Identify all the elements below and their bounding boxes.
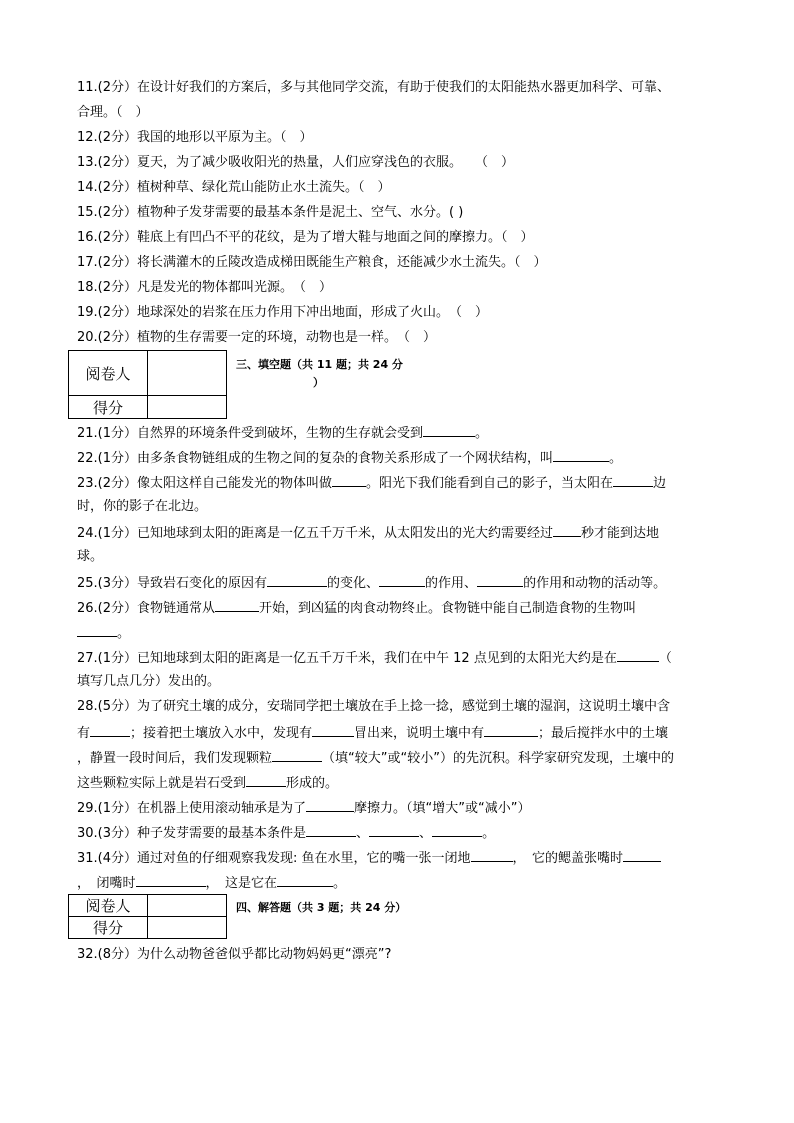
- q25-text-3: 的作用、: [425, 576, 478, 591]
- answer-blank[interactable]: [136, 872, 206, 887]
- q26-text: 26.(2分）食物链通常从: [77, 601, 216, 616]
- q28-text-c: ；接着把土壤放入水中，发现有: [130, 726, 313, 741]
- grader-box: [68, 350, 227, 419]
- q21-end: 。: [475, 426, 489, 441]
- question-16: 16.(2分）鞋底上有凹凸不平的花纹，是为了增大鞋与地面之间的摩擦力。（ ）: [77, 230, 534, 245]
- q31-text-4: ， 这是它在: [205, 876, 278, 891]
- grader-reader-field[interactable]: [148, 895, 227, 917]
- q30-sep-2: 、: [419, 826, 433, 841]
- question-26-line2: [77, 622, 130, 644]
- q27-text-2: （: [658, 651, 672, 666]
- q31-text: 31.(4分）通过对鱼的仔细观察我发现: 鱼在水里，它的嘴一张一闭地: [77, 851, 471, 866]
- grader-score-field[interactable]: [148, 917, 227, 939]
- q23-text-2: 。阳光下我们能看到自己的影子，当太阳在: [366, 476, 614, 491]
- answer-blank[interactable]: [617, 647, 659, 662]
- section-4-title: 四、解答题（共 3 题；共 24 分）: [236, 901, 407, 914]
- q28-text-h: 这些颗粒实际上就是岩石受到: [77, 776, 247, 791]
- q26-end: 。: [117, 626, 131, 641]
- answer-blank[interactable]: [312, 722, 354, 737]
- answer-blank[interactable]: [471, 847, 513, 862]
- question-11-line2: 合理。（ ）: [77, 105, 149, 120]
- answer-blank[interactable]: [553, 522, 581, 537]
- answer-blank[interactable]: [369, 822, 419, 837]
- q28-text-b: 有: [77, 726, 91, 741]
- question-24-line2: 球。: [77, 549, 104, 564]
- question-28-line3: [77, 747, 674, 769]
- q28-text-e: ；最后搅拌水中的土壤: [538, 726, 669, 741]
- question-18: 18.(2分）凡是发光的物体都叫光源。 （ ）: [77, 280, 333, 295]
- question-21: [77, 422, 488, 444]
- answer-blank[interactable]: [477, 572, 523, 587]
- question-22: [77, 447, 622, 469]
- question-24-line1: [77, 522, 659, 544]
- q31-text-2: ， 它的鳃盖张嘴时: [512, 851, 624, 866]
- question-20: 20.(2分）植物的生存需要一定的环境，动物也是一样。 （ ）: [77, 330, 437, 345]
- answer-blank[interactable]: [423, 422, 475, 437]
- answer-blank[interactable]: [553, 447, 609, 462]
- q31-end: 。: [333, 876, 347, 891]
- grader-score-field[interactable]: [148, 396, 227, 419]
- q29-text: 29.(1分）在机器上使用滚动轴承是为了: [77, 801, 307, 816]
- q28-text-d: 冒出来，说明土壤中有: [354, 726, 485, 741]
- question-29: [77, 797, 530, 819]
- section-3-title-end: ）: [313, 376, 324, 389]
- question-17: 17.(2分）将长满灌木的丘陵改造成梯田既能生产粮食，还能减少水土流失。（ ）: [77, 255, 547, 270]
- question-13: 13.(2分）夏天，为了减少吸收阳光的热量，人们应穿浅色的衣服。 （ ）: [77, 155, 515, 170]
- question-23-line1: [77, 472, 666, 494]
- question-11-line1: 11.(2分）在设计好我们的方案后，多与其他同学交流，有助于使我们的太阳能热水器更加科学、可靠、: [77, 80, 671, 95]
- q24-text: 24.(1分）已知地球到太阳的距离是一亿五千万千米，从太阳发出的光大约需要经过: [77, 526, 554, 541]
- question-26-line1: [77, 597, 636, 619]
- answer-blank[interactable]: [77, 622, 117, 637]
- answer-blank[interactable]: [306, 797, 354, 812]
- question-27-line2: 填写几点几分）发出的。: [77, 674, 221, 689]
- question-28-line2: [77, 722, 668, 744]
- q25-text: 25.(3分）导致岩石变化的原因有: [77, 576, 268, 591]
- question-23-line2: 时，你的影子在北边。: [77, 499, 208, 514]
- question-28-line4: [77, 772, 338, 794]
- answer-blank[interactable]: [277, 872, 333, 887]
- q31-text-3: ， 闭嘴时: [77, 876, 136, 891]
- question-31-line1: [77, 847, 661, 869]
- q27-text: 27.(1分）已知地球到太阳的距离是一亿五千万千米，我们在中午 12 点见到的太阳光大约是在: [77, 651, 617, 666]
- answer-blank[interactable]: [379, 572, 425, 587]
- question-15: 15.(2分）植物种子发芽需要的最基本条件是泥土、空气、水分。( ): [77, 205, 464, 220]
- question-19: 19.(2分）地球深处的岩浆在压力作用下冲出地面，形成了火山。 （ ）: [77, 305, 489, 320]
- question-27-line1: [77, 647, 672, 669]
- q28-text-g: （填“较大”或“较小”）的先沉积。科学家研究发现，土壤中的: [322, 751, 674, 766]
- q28-text-i: 形成的。: [286, 776, 339, 791]
- question-31-line2: [77, 872, 346, 894]
- answer-blank[interactable]: [432, 822, 482, 837]
- q22-text: 22.(1分）由多条食物链组成的生物之间的复杂的食物关系形成了一个网状结构，叫: [77, 451, 554, 466]
- q29-text-2: 摩擦力。（填“增大”或“减小”）: [354, 801, 531, 816]
- answer-blank[interactable]: [332, 472, 366, 487]
- q23-text: 23.(2分）像太阳这样自己能发光的物体叫做: [77, 476, 333, 491]
- question-28-line1: 28.(5分）为了研究土壤的成分，安瑞同学把土壤放在手上捻一捻，感觉到土壤的湿润，这说明土壤中含: [77, 699, 671, 714]
- grader-box: [68, 894, 227, 939]
- grader-score-label: 得分: [69, 396, 148, 419]
- q24-text-2: 秒才能到达地: [581, 526, 660, 541]
- answer-blank[interactable]: [272, 747, 322, 762]
- q30-sep-1: 、: [356, 826, 370, 841]
- section-3-title: 三、填空题（共 11 题；共 24 分: [236, 358, 403, 371]
- answer-blank[interactable]: [613, 472, 653, 487]
- q25-text-4: 的作用和动物的活动等。: [523, 576, 667, 591]
- q28-text-f: ，静置一段时间后，我们发现颗粒: [77, 751, 273, 766]
- question-14: 14.(2分）植树种草、绿化荒山能防止水土流失。（ ）: [77, 180, 391, 195]
- grader-reader-label: 阅卷人: [69, 895, 148, 917]
- q26-text-2: 开始，到凶猛的肉食动物终止。食物链中能自己制造食物的生物叫: [259, 601, 637, 616]
- answer-blank[interactable]: [90, 722, 130, 737]
- q21-text: 21.(1分）自然界的环境条件受到破坏，生物的生存就会受到: [77, 426, 424, 441]
- question-12: 12.(2分）我国的地形以平原为主。（ ）: [77, 130, 313, 145]
- answer-blank[interactable]: [306, 822, 356, 837]
- q23-text-3: 边: [653, 476, 667, 491]
- q30-text: 30.(3分）种子发芽需要的最基本条件是: [77, 826, 307, 841]
- q30-end: 。: [482, 826, 496, 841]
- q25-text-2: 的变化、: [327, 576, 380, 591]
- question-32: 32.(8分）为什么动物爸爸似乎都比动物妈妈更“漂亮”?: [77, 947, 392, 962]
- answer-blank[interactable]: [267, 572, 327, 587]
- answer-blank[interactable]: [484, 722, 538, 737]
- answer-blank[interactable]: [215, 597, 259, 612]
- question-30: [77, 822, 495, 844]
- answer-blank[interactable]: [623, 847, 661, 862]
- question-25: [77, 572, 666, 594]
- q22-end: 。: [609, 451, 623, 466]
- grader-score-label: 得分: [69, 917, 148, 939]
- grader-reader-label: 阅卷人: [69, 351, 148, 396]
- grader-reader-field[interactable]: [148, 351, 227, 396]
- answer-blank[interactable]: [246, 772, 286, 787]
